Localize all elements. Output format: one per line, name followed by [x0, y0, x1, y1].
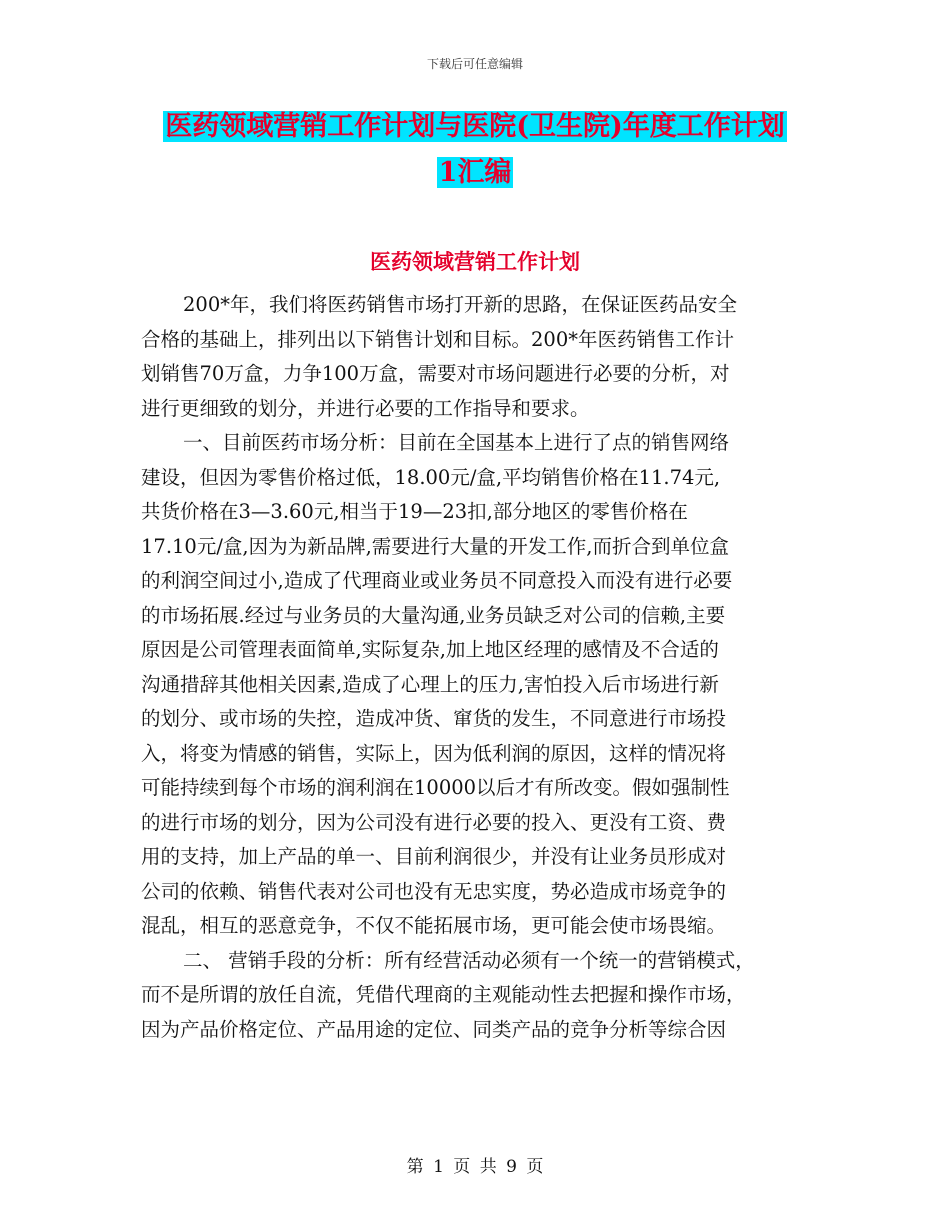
- text-line: 原因是公司管理表面简单,实际复杂,加上地区经理的感情及不合适的: [141, 638, 719, 661]
- header-note: 下载后可任意编辑: [426, 57, 523, 71]
- text-line: 用的支持，加上产品的单一、目前利润很少，并没有让业务员形成对: [141, 845, 727, 868]
- text-line: 合格的基础上，排列出以下销售计划和目标。200*年医药销售工作计: [141, 327, 734, 351]
- text-line: 混乱，相互的恶意竞争，不仅不能拓展市场，更可能会使市场畏缩。: [141, 914, 727, 937]
- text-line: 的进行市场的划分，因为公司没有进行必要的投入、更没有工资、费: [141, 810, 727, 834]
- document-title-line-2: 1汇编: [438, 157, 512, 188]
- text-line: 的利润空间过小,造成了代理商业或业务员不同意投入而没有进行必要: [141, 569, 733, 592]
- text-line: 共货价格在3—3.60元,相当于19—23扣,部分地区的零售价格在: [141, 500, 688, 523]
- paragraph: [141, 288, 821, 426]
- paragraph: [141, 426, 821, 944]
- text-line: 公司的依赖、销售代表对公司也没有无忠实度，势必造成市场竞争的: [141, 879, 727, 903]
- paragraph: [141, 944, 821, 1048]
- text-line: 的市场拓展.经过与业务员的大量沟通,业务员缺乏对公司的信赖,主要: [141, 603, 726, 627]
- text-line: 可能持续到每个市场的润利润在10000以后才有所改变。假如强制性: [141, 776, 730, 799]
- text-line: 划销售70万盒，力争100万盒，需要对市场问题进行必要的分析，对: [141, 362, 730, 385]
- text-line: 二、 营销手段的分析：所有经营活动必须有一个统一的营销模式，: [183, 948, 755, 972]
- document-title-line-1: 医药领域营销工作计划与医院(卫生院)年度工作计划: [165, 111, 785, 142]
- text-line: 而不是所谓的放任自流，凭借代理商的主观能动性去把握和操作市场，: [141, 983, 746, 1006]
- text-line: 进行更细致的划分，并进行必要的工作指导和要求。: [141, 396, 590, 420]
- document-title: [0, 104, 950, 196]
- page-number: 第 1 页 共 9 页: [406, 1157, 544, 1177]
- text-line: 一、目前医药市场分析：目前在全国基本上进行了点的销售网络: [183, 431, 730, 454]
- body-text: [141, 288, 821, 1047]
- text-line: 的划分、或市场的失控，造成冲货、窜货的发生，不同意进行市场投: [141, 707, 727, 730]
- text-line: 因为产品价格定位、产品用途的定位、同类产品的竞争分析等综合因: [141, 1017, 727, 1041]
- text-line: 17.10元/盒,因为为新品牌,需要进行大量的开发工作,而折合到单位盒: [141, 534, 729, 558]
- text-line: 200*年，我们将医药销售市场打开新的思路，在保证医药品安全: [183, 293, 737, 316]
- text-line: 沟通措辞其他相关因素,造成了心理上的压力,害怕投入后市场进行新: [141, 672, 719, 696]
- text-line: 入，将变为情感的销售，实际上，因为低利润的原因，这样的情况将: [141, 741, 727, 765]
- section-title: 医药领域营销工作计划: [370, 249, 580, 274]
- text-line: 建设，但因为零售价格过低，18.00元/盒,平均销售价格在11.74元,: [141, 465, 721, 489]
